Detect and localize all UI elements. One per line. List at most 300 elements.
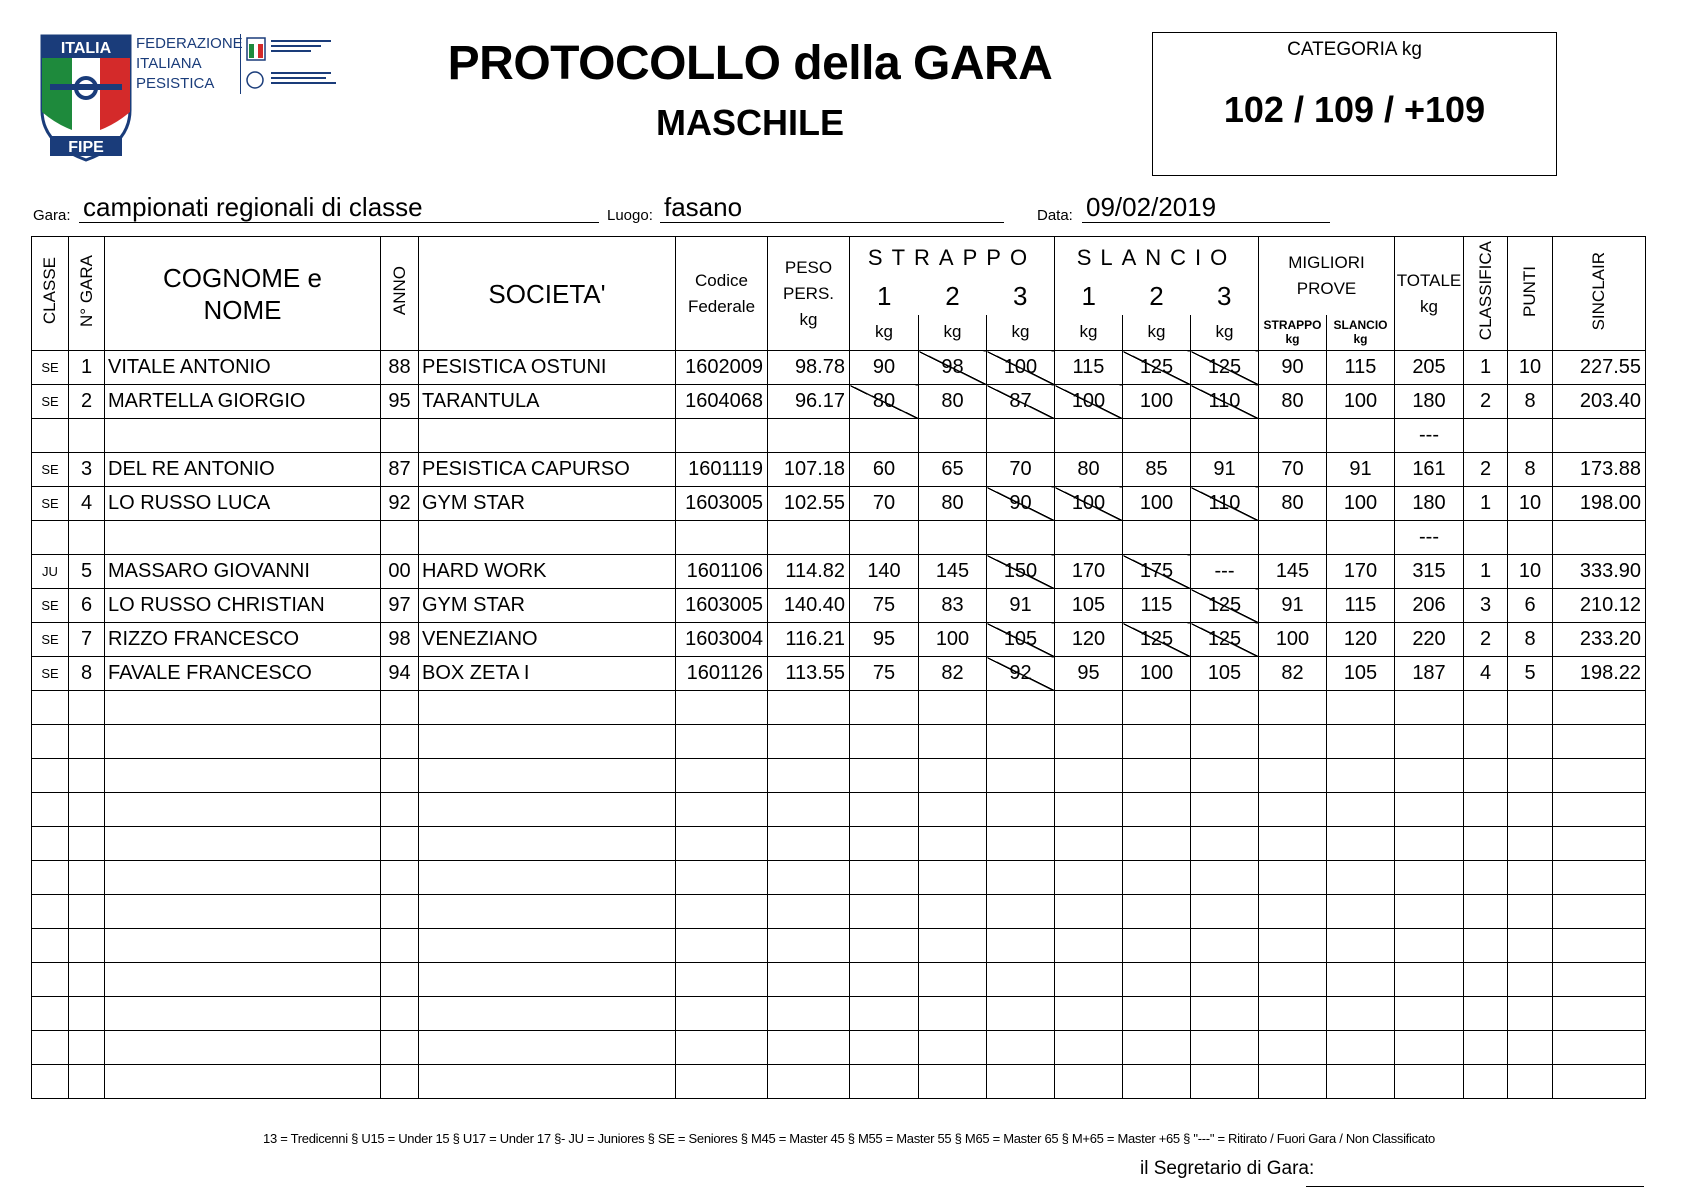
table-body — [32, 351, 1646, 1099]
empty-cell — [1508, 793, 1553, 827]
empty-cell — [768, 963, 850, 997]
empty-cell — [1553, 827, 1646, 861]
empty-row — [32, 1031, 1646, 1065]
cell-strappo-3: 100 — [987, 351, 1055, 385]
empty-cell — [1464, 929, 1508, 963]
empty-cell — [1327, 1065, 1395, 1099]
empty-row — [32, 827, 1646, 861]
cell-slancio-1: 170 — [1055, 555, 1123, 589]
col-strappo: STRAPPO — [850, 237, 1055, 279]
empty-cell — [69, 929, 105, 963]
empty-cell — [69, 1065, 105, 1099]
cell-classifica: 4 — [1464, 657, 1508, 691]
empty-cell — [1327, 793, 1395, 827]
empty-cell — [1259, 725, 1327, 759]
cell-totale: 161 — [1395, 453, 1464, 487]
empty-cell — [419, 997, 676, 1031]
slancio-kg-2: kg — [1123, 315, 1191, 351]
empty-cell — [1123, 691, 1191, 725]
empty-cell — [1327, 963, 1395, 997]
cell-slancio-2: 100 — [1123, 385, 1191, 419]
empty-cell — [1259, 861, 1327, 895]
cell-strappo-3: 150 — [987, 555, 1055, 589]
cell-codice: 1604068 — [676, 385, 768, 419]
empty-cell — [919, 861, 987, 895]
col-sinclair: SINCLAIR — [1553, 237, 1646, 351]
cell-sinclair — [1553, 419, 1646, 453]
cell-punti: 10 — [1508, 555, 1553, 589]
cell-n-gara: 5 — [69, 555, 105, 589]
svg-text:FIPE: FIPE — [68, 139, 104, 156]
cell-classifica: 1 — [1464, 351, 1508, 385]
empty-cell — [32, 691, 69, 725]
empty-cell — [676, 1065, 768, 1099]
empty-cell — [1395, 827, 1464, 861]
empty-cell — [419, 963, 676, 997]
empty-cell — [768, 1065, 850, 1099]
empty-cell — [1508, 1031, 1553, 1065]
cell-totale: 187 — [1395, 657, 1464, 691]
cell-strappo-2: 80 — [919, 487, 987, 521]
cell-societa: VENEZIANO — [419, 623, 676, 657]
empty-cell — [1327, 895, 1395, 929]
empty-cell — [419, 1065, 676, 1099]
empty-cell — [1123, 997, 1191, 1031]
empty-cell — [105, 997, 381, 1031]
cell-classe: SE — [32, 623, 69, 657]
svg-text:ITALIA: ITALIA — [60, 40, 112, 57]
cell-strappo-3 — [987, 419, 1055, 453]
slancio-kg-1: kg — [1055, 315, 1123, 351]
cell-nome — [105, 419, 381, 453]
cell-best-strappo: 100 — [1259, 623, 1327, 657]
cell-sinclair: 198.00 — [1553, 487, 1646, 521]
empty-cell — [1259, 1065, 1327, 1099]
cell-best-slancio — [1327, 521, 1395, 555]
empty-cell — [69, 725, 105, 759]
empty-row — [32, 1065, 1646, 1099]
empty-cell — [1259, 929, 1327, 963]
table-row — [32, 555, 1646, 589]
secretary-signature-line[interactable] — [1306, 1186, 1644, 1187]
data-field[interactable]: 09/02/2019 — [1082, 192, 1330, 223]
empty-cell — [1191, 793, 1259, 827]
empty-cell — [1191, 759, 1259, 793]
empty-cell — [1123, 929, 1191, 963]
cell-peso: 140.40 — [768, 589, 850, 623]
cell-nome: LO RUSSO LUCA — [105, 487, 381, 521]
empty-cell — [381, 963, 419, 997]
empty-cell — [850, 895, 919, 929]
cell-strappo-1: 60 — [850, 453, 919, 487]
empty-cell — [69, 1031, 105, 1065]
cell-codice — [676, 419, 768, 453]
cell-slancio-2: 125 — [1123, 623, 1191, 657]
empty-cell — [105, 929, 381, 963]
empty-cell — [919, 1031, 987, 1065]
cell-nome — [105, 521, 381, 555]
empty-cell — [1327, 929, 1395, 963]
empty-cell — [1191, 861, 1259, 895]
empty-cell — [381, 793, 419, 827]
cell-best-strappo: 80 — [1259, 385, 1327, 419]
cell-classifica: 3 — [1464, 589, 1508, 623]
empty-cell — [1327, 827, 1395, 861]
empty-cell — [419, 759, 676, 793]
empty-cell — [850, 1031, 919, 1065]
cell-codice: 1601106 — [676, 555, 768, 589]
empty-cell — [105, 895, 381, 929]
empty-cell — [1191, 1065, 1259, 1099]
cell-slancio-3: 125 — [1191, 351, 1259, 385]
empty-cell — [1464, 827, 1508, 861]
cell-slancio-2: 175 — [1123, 555, 1191, 589]
cell-codice: 1603004 — [676, 623, 768, 657]
empty-cell — [1508, 963, 1553, 997]
cell-nome: RIZZO FRANCESCO — [105, 623, 381, 657]
empty-cell — [1123, 895, 1191, 929]
empty-cell — [69, 827, 105, 861]
col-classe: CLASSE — [32, 237, 69, 351]
strappo-kg-1: kg — [850, 315, 919, 351]
empty-cell — [419, 861, 676, 895]
empty-cell — [1259, 793, 1327, 827]
empty-cell — [850, 793, 919, 827]
empty-cell — [850, 929, 919, 963]
cell-slancio-3 — [1191, 521, 1259, 555]
empty-cell — [1464, 963, 1508, 997]
empty-cell — [1191, 895, 1259, 929]
empty-cell — [105, 827, 381, 861]
cell-anno: 94 — [381, 657, 419, 691]
empty-cell — [919, 1065, 987, 1099]
cell-slancio-3: 110 — [1191, 385, 1259, 419]
cell-slancio-1: 80 — [1055, 453, 1123, 487]
empty-cell — [676, 725, 768, 759]
cell-classifica: 1 — [1464, 555, 1508, 589]
empty-cell — [1464, 861, 1508, 895]
table-row — [32, 589, 1646, 623]
empty-cell — [69, 759, 105, 793]
empty-cell — [1055, 929, 1123, 963]
cell-strappo-1 — [850, 521, 919, 555]
empty-cell — [1327, 861, 1395, 895]
empty-cell — [381, 1065, 419, 1099]
col-anno: ANNO — [381, 237, 419, 351]
cell-punti: 8 — [1508, 385, 1553, 419]
empty-cell — [1055, 861, 1123, 895]
empty-cell — [1464, 793, 1508, 827]
cell-totale: 220 — [1395, 623, 1464, 657]
empty-row — [32, 793, 1646, 827]
empty-cell — [105, 963, 381, 997]
cell-classe: JU — [32, 555, 69, 589]
cell-totale: 205 — [1395, 351, 1464, 385]
cell-societa: GYM STAR — [419, 589, 676, 623]
empty-row — [32, 963, 1646, 997]
cell-n-gara: 1 — [69, 351, 105, 385]
cell-strappo-1: 140 — [850, 555, 919, 589]
empty-cell — [850, 861, 919, 895]
empty-cell — [1464, 997, 1508, 1031]
cell-classifica: 2 — [1464, 623, 1508, 657]
empty-cell — [768, 691, 850, 725]
cell-slancio-1: 95 — [1055, 657, 1123, 691]
empty-cell — [987, 759, 1055, 793]
empty-cell — [987, 1065, 1055, 1099]
cell-best-strappo: 145 — [1259, 555, 1327, 589]
cell-best-strappo: 80 — [1259, 487, 1327, 521]
empty-cell — [919, 725, 987, 759]
empty-cell — [919, 691, 987, 725]
empty-cell — [1327, 1031, 1395, 1065]
cell-sinclair: 198.22 — [1553, 657, 1646, 691]
empty-cell — [987, 895, 1055, 929]
cell-peso: 113.55 — [768, 657, 850, 691]
results-table — [31, 236, 1646, 1099]
empty-row — [32, 929, 1646, 963]
cell-codice — [676, 521, 768, 555]
empty-cell — [381, 1031, 419, 1065]
cell-slancio-1: 115 — [1055, 351, 1123, 385]
cell-totale: 206 — [1395, 589, 1464, 623]
luogo-label: Luogo: — [607, 207, 653, 224]
cell-punti — [1508, 419, 1553, 453]
cell-slancio-3: 125 — [1191, 589, 1259, 623]
empty-cell — [32, 929, 69, 963]
empty-cell — [1464, 1031, 1508, 1065]
empty-cell — [32, 759, 69, 793]
empty-cell — [1553, 793, 1646, 827]
empty-cell — [1123, 759, 1191, 793]
cell-anno: 88 — [381, 351, 419, 385]
cell-totale: --- — [1395, 419, 1464, 453]
empty-cell — [69, 691, 105, 725]
cell-n-gara: 8 — [69, 657, 105, 691]
empty-cell — [1508, 997, 1553, 1031]
empty-cell — [1327, 997, 1395, 1031]
empty-cell — [850, 827, 919, 861]
cell-classifica — [1464, 419, 1508, 453]
empty-cell — [919, 997, 987, 1031]
empty-cell — [987, 1031, 1055, 1065]
empty-cell — [1553, 963, 1646, 997]
cell-slancio-1: 100 — [1055, 385, 1123, 419]
empty-cell — [1259, 997, 1327, 1031]
strappo-kg-2: kg — [919, 315, 987, 351]
luogo-field[interactable]: fasano — [660, 192, 1004, 223]
table-row — [32, 487, 1646, 521]
empty-cell — [1259, 1031, 1327, 1065]
cell-peso: 107.18 — [768, 453, 850, 487]
slancio-attempt-2: 2 — [1149, 281, 1164, 311]
cell-strappo-3: 70 — [987, 453, 1055, 487]
cell-societa: BOX ZETA I — [419, 657, 676, 691]
empty-cell — [987, 827, 1055, 861]
federation-name-line-1: FEDERAZIONE — [136, 35, 243, 52]
empty-cell — [1123, 861, 1191, 895]
empty-cell — [1464, 895, 1508, 929]
cell-slancio-2: 100 — [1123, 657, 1191, 691]
empty-cell — [850, 691, 919, 725]
empty-cell — [850, 963, 919, 997]
col-migliori-prove: MIGLIORI PROVE — [1259, 237, 1395, 315]
empty-cell — [676, 861, 768, 895]
cell-classifica: 1 — [1464, 487, 1508, 521]
cell-nome: LO RUSSO CHRISTIAN — [105, 589, 381, 623]
empty-cell — [1553, 1031, 1646, 1065]
cell-sinclair: 233.20 — [1553, 623, 1646, 657]
empty-cell — [419, 827, 676, 861]
cell-best-slancio: 115 — [1327, 589, 1395, 623]
col-n-gara: N° GARA — [69, 237, 105, 351]
cell-slancio-2: 125 — [1123, 351, 1191, 385]
cell-best-slancio: 105 — [1327, 657, 1395, 691]
empty-cell — [676, 691, 768, 725]
empty-cell — [919, 793, 987, 827]
col-punti: PUNTI — [1508, 237, 1553, 351]
cell-strappo-2: 83 — [919, 589, 987, 623]
federation-name-line-3: PESISTICA — [136, 75, 215, 92]
strappo-attempt-1: 1 — [850, 279, 919, 315]
empty-cell — [32, 963, 69, 997]
empty-cell — [987, 691, 1055, 725]
cell-classifica: 2 — [1464, 453, 1508, 487]
cell-nome: DEL RE ANTONIO — [105, 453, 381, 487]
empty-cell — [850, 725, 919, 759]
empty-cell — [768, 759, 850, 793]
empty-cell — [1395, 929, 1464, 963]
cell-slancio-2: 85 — [1123, 453, 1191, 487]
empty-cell — [69, 861, 105, 895]
empty-cell — [1553, 895, 1646, 929]
empty-cell — [1395, 963, 1464, 997]
empty-cell — [768, 929, 850, 963]
empty-cell — [676, 997, 768, 1031]
cell-n-gara: 6 — [69, 589, 105, 623]
table-row — [32, 453, 1646, 487]
empty-cell — [1553, 759, 1646, 793]
cell-anno: 92 — [381, 487, 419, 521]
empty-cell — [32, 861, 69, 895]
cell-sinclair: 203.40 — [1553, 385, 1646, 419]
empty-cell — [1327, 759, 1395, 793]
cell-totale: 180 — [1395, 487, 1464, 521]
empty-cell — [987, 963, 1055, 997]
empty-cell — [1055, 997, 1123, 1031]
cell-classe: SE — [32, 453, 69, 487]
cell-strappo-1: 75 — [850, 657, 919, 691]
empty-cell — [32, 725, 69, 759]
cell-slancio-1 — [1055, 521, 1123, 555]
empty-cell — [1123, 1065, 1191, 1099]
cell-strappo-1: 95 — [850, 623, 919, 657]
table-row — [32, 657, 1646, 691]
federation-name — [136, 34, 243, 94]
empty-cell — [768, 793, 850, 827]
cell-best-slancio: 170 — [1327, 555, 1395, 589]
slancio-kg-3: kg — [1191, 315, 1259, 351]
table-row — [32, 419, 1646, 453]
empty-cell — [381, 725, 419, 759]
empty-cell — [381, 997, 419, 1031]
cell-strappo-2: 82 — [919, 657, 987, 691]
cell-classe: SE — [32, 351, 69, 385]
cell-best-slancio: 100 — [1327, 487, 1395, 521]
cell-societa: GYM STAR — [419, 487, 676, 521]
empty-cell — [850, 997, 919, 1031]
cell-strappo-3: 105 — [987, 623, 1055, 657]
coni-icon — [241, 34, 351, 94]
cell-strappo-3: 87 — [987, 385, 1055, 419]
cell-totale: 315 — [1395, 555, 1464, 589]
cell-best-slancio: 120 — [1327, 623, 1395, 657]
cell-peso — [768, 419, 850, 453]
cell-punti: 8 — [1508, 623, 1553, 657]
empty-cell — [1055, 1031, 1123, 1065]
legend: 13 = Tredicenni § U15 = Under 15 § U17 = Under 17 §- JU = Juniores § SE = Seniores § M45 = Master 45 § M55 = Master 55 § M65 = Master 65 § M+65 = Master +65 § "---" = Ritirato / Fuori Gara / Non Classificato — [263, 1131, 1435, 1146]
cell-sinclair: 210.12 — [1553, 589, 1646, 623]
cell-best-strappo: 70 — [1259, 453, 1327, 487]
cell-nome: VITALE ANTONIO — [105, 351, 381, 385]
cell-slancio-3: 91 — [1191, 453, 1259, 487]
empty-cell — [1191, 1031, 1259, 1065]
empty-cell — [1553, 1065, 1646, 1099]
empty-row — [32, 997, 1646, 1031]
empty-cell — [1508, 691, 1553, 725]
cell-codice: 1603005 — [676, 487, 768, 521]
cell-strappo-1: 70 — [850, 487, 919, 521]
cell-best-strappo: 90 — [1259, 351, 1327, 385]
cell-slancio-1: 105 — [1055, 589, 1123, 623]
empty-cell — [987, 725, 1055, 759]
empty-cell — [1123, 793, 1191, 827]
empty-cell — [1508, 827, 1553, 861]
empty-cell — [32, 1065, 69, 1099]
empty-cell — [1123, 827, 1191, 861]
cell-anno: 98 — [381, 623, 419, 657]
empty-cell — [419, 1031, 676, 1065]
empty-cell — [419, 929, 676, 963]
page-subtitle: MASCHILE — [656, 102, 844, 143]
empty-cell — [1395, 1065, 1464, 1099]
empty-cell — [1259, 895, 1327, 929]
cell-classifica: 2 — [1464, 385, 1508, 419]
cell-peso — [768, 521, 850, 555]
page-title: PROTOCOLLO della GARA — [447, 37, 1053, 90]
cell-societa: HARD WORK — [419, 555, 676, 589]
category-value: 102 / 109 / +109 — [1223, 89, 1486, 130]
cell-n-gara: 4 — [69, 487, 105, 521]
gara-field[interactable]: campionati regionali di classe — [79, 192, 599, 223]
empty-cell — [419, 691, 676, 725]
empty-row — [32, 861, 1646, 895]
empty-cell — [1123, 963, 1191, 997]
empty-cell — [850, 1065, 919, 1099]
cell-nome: MARTELLA GIORGIO — [105, 385, 381, 419]
cell-sinclair: 173.88 — [1553, 453, 1646, 487]
cell-strappo-2: 65 — [919, 453, 987, 487]
empty-cell — [768, 895, 850, 929]
empty-cell — [1464, 725, 1508, 759]
table-header — [32, 237, 1646, 351]
cell-best-strappo — [1259, 419, 1327, 453]
empty-cell — [1395, 861, 1464, 895]
cell-slancio-1: 120 — [1055, 623, 1123, 657]
empty-cell — [1553, 691, 1646, 725]
empty-cell — [1191, 827, 1259, 861]
table-row — [32, 385, 1646, 419]
